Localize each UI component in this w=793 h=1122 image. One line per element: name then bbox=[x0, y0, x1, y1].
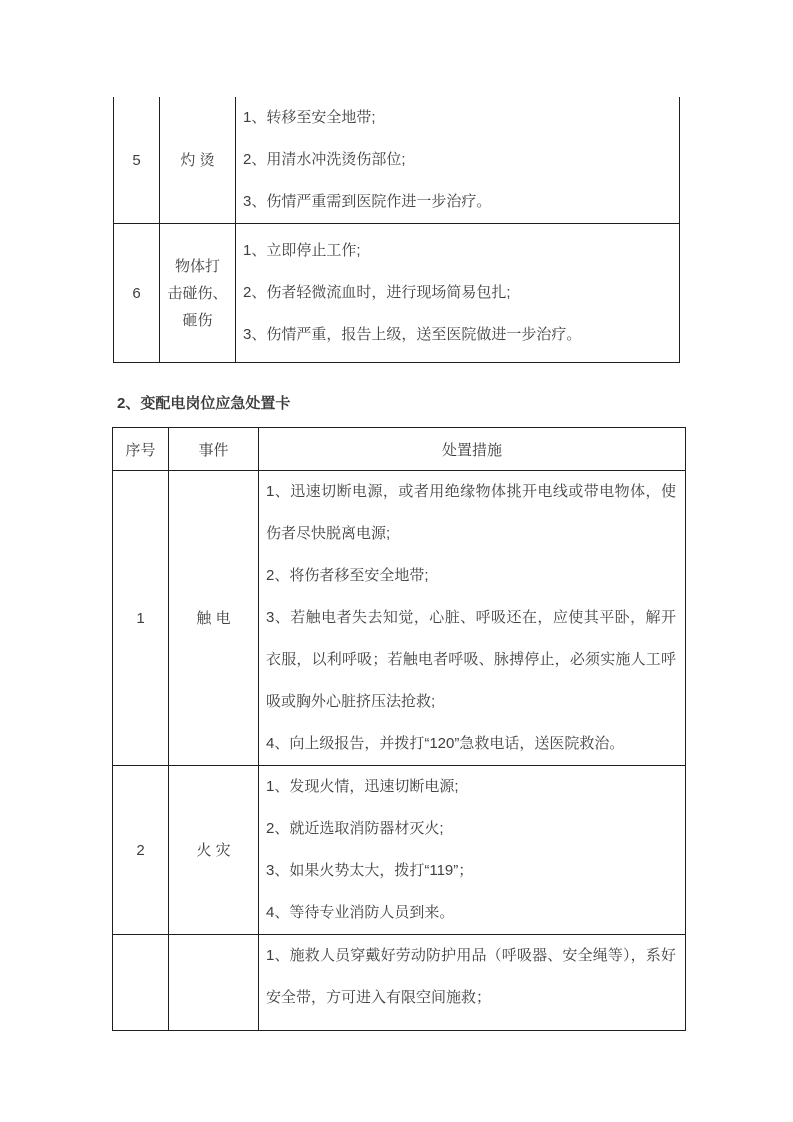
measure-item: 1、立即停止工作; bbox=[243, 242, 361, 259]
column-header-event: 事件 bbox=[169, 428, 259, 471]
table-row bbox=[113, 471, 686, 766]
measures-cell bbox=[236, 224, 680, 363]
measure-item: 2、将伤者移至安全地带; bbox=[266, 567, 429, 584]
measure-item: 4、向上级报告，并拨打“120”急救电话，送医院救治。 bbox=[266, 735, 625, 752]
event-cell bbox=[169, 935, 259, 1031]
measures-cell bbox=[259, 935, 686, 1031]
row-number-cell: 1 bbox=[113, 471, 169, 766]
event-cell bbox=[169, 471, 259, 766]
table-row-cut-by-page-break bbox=[113, 935, 686, 1031]
row-number-cell bbox=[113, 935, 169, 1031]
event-label: 物体打 bbox=[174, 257, 220, 275]
measure-item: 1、发现火情，迅速切断电源; bbox=[266, 778, 459, 795]
row-number-cell: 2 bbox=[113, 766, 169, 935]
measure-item: 3、伤情严重，报告上级，送至医院做进一步治疗。 bbox=[243, 326, 582, 343]
row-number-cell: 5 bbox=[114, 97, 160, 224]
measures-cell bbox=[236, 97, 680, 224]
measure-item: 3、如果火势太大，拨打“119”； bbox=[266, 862, 474, 879]
emergency-card-table-continued bbox=[113, 97, 680, 363]
event-cell bbox=[169, 766, 259, 935]
table-row bbox=[114, 224, 680, 363]
measure-item: 3、若触电者失去知觉，心脏、呼吸还在，应使其平卧，解开衣服，以利呼吸；若触电者呼吸、脉搏停止，必须实施人工呼吸或胸外心脏挤压法抢救; bbox=[266, 609, 676, 710]
event-label: 触 电 bbox=[196, 609, 231, 627]
emergency-card-table bbox=[112, 427, 686, 1031]
measure-item: 4、等待专业消防人员到来。 bbox=[266, 904, 455, 921]
column-header-no: 序号 bbox=[113, 428, 169, 471]
measure-item: 1、转移至安全地带; bbox=[243, 109, 376, 126]
table-row bbox=[113, 766, 686, 935]
measure-item: 2、就近选取消防器材灭火; bbox=[266, 820, 444, 837]
measures-cell bbox=[259, 766, 686, 935]
measure-item: 2、用清水冲洗烫伤部位; bbox=[243, 151, 406, 168]
measure-item: 2、伤者轻微流血时，进行现场简易包扎; bbox=[243, 284, 511, 301]
table-row bbox=[114, 97, 680, 224]
row-number-cell: 6 bbox=[114, 224, 160, 363]
section-heading: 2、变配电岗位应急处置卡 bbox=[117, 395, 291, 412]
event-label: 火 灾 bbox=[196, 841, 231, 859]
event-cell bbox=[160, 97, 236, 224]
column-header-measures: 处置措施 bbox=[259, 428, 686, 471]
event-label: 击碰伤、 bbox=[167, 284, 228, 302]
event-cell bbox=[160, 224, 236, 363]
measure-item: 1、施救人员穿戴好劳动防护用品（呼吸器、安全绳等），系好安全带，方可进入有限空间施救； bbox=[266, 947, 676, 1006]
event-label: 灼 烫 bbox=[180, 151, 215, 169]
measure-item: 3、伤情严重需到医院作进一步治疗。 bbox=[243, 193, 492, 210]
event-label: 砸伤 bbox=[182, 311, 213, 329]
header-row bbox=[113, 428, 686, 471]
measures-cell bbox=[259, 471, 686, 766]
measure-item: 1、迅速切断电源，或者用绝缘物体挑开电线或带电物体，使伤者尽快脱离电源; bbox=[266, 483, 676, 542]
